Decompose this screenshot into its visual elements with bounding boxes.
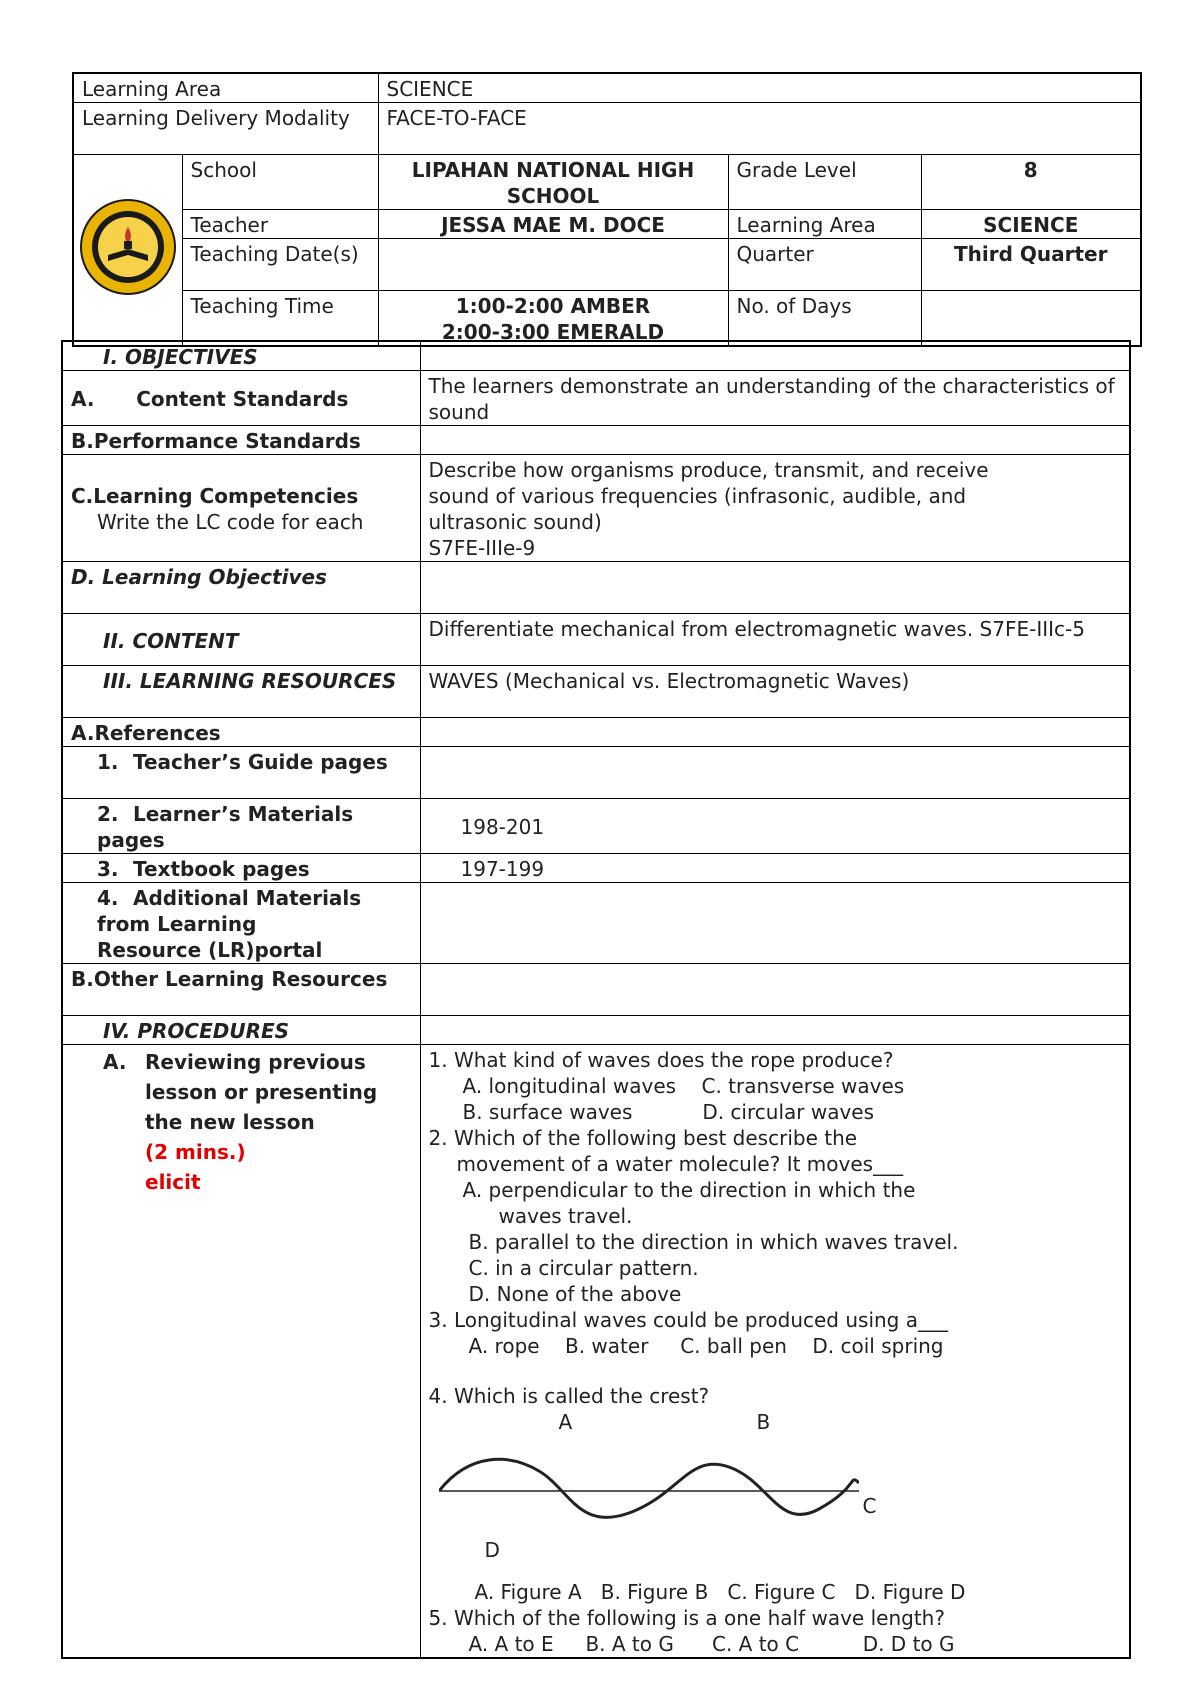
- ref4-value: [420, 883, 1130, 964]
- review-cell: [62, 1045, 420, 1659]
- quiz-q3-options: A. rope B. water C. ball pen D. coil spring: [468, 1334, 944, 1358]
- quarter-value: Third Quarter: [921, 239, 1141, 291]
- wave-curve: [439, 1459, 859, 1517]
- review-label-1: Reviewing previous: [145, 1050, 366, 1074]
- quiz-q2-option-b: B. parallel to the direction in which waves travel.: [468, 1230, 959, 1254]
- time-value-emerald: 2:00-3:00 EMERALD: [441, 320, 665, 344]
- delivery-value: FACE-TO-FACE: [378, 103, 1141, 155]
- ref2-cell: [62, 799, 420, 854]
- quiz-q5: 5. Which of the following is a one half wave length?: [428, 1606, 945, 1630]
- competencies-label: C.Learning Competencies: [71, 484, 359, 508]
- competencies-line-4: S7FE-IIIe-9: [428, 536, 536, 560]
- learning-area-label: Learning Area: [73, 73, 378, 103]
- learning-objectives-value: [420, 562, 1130, 614]
- dates-label: Teaching Date(s): [182, 239, 378, 291]
- references-value: [420, 718, 1130, 747]
- quiz-q2-option-c: C. in a circular pattern.: [468, 1256, 699, 1280]
- quiz-q4-options: A. Figure A B. Figure B C. Figure C D. Figure D: [474, 1580, 966, 1604]
- school-label: School: [182, 155, 378, 210]
- review-label-3: the new lesson: [145, 1110, 315, 1134]
- learning-area-value: SCIENCE: [378, 73, 1141, 103]
- other-resources-value: [420, 964, 1130, 1016]
- quiz-q2-option-a-cont: waves travel.: [498, 1204, 633, 1228]
- quiz-q1-options-a: A. longitudinal waves C. transverse waves: [462, 1074, 905, 1098]
- quiz-q5-options: A. A to E B. A to G C. A to C D. D to G: [468, 1632, 955, 1656]
- performance-standards-label: B.Performance Standards: [62, 426, 420, 455]
- ref1-cell: [62, 747, 420, 799]
- wave-figure: [429, 1409, 1122, 1579]
- ref3-cell: [62, 854, 420, 883]
- quiz-q2-line-2: movement of a water molecule? It moves___: [456, 1152, 904, 1176]
- quarter-label: Quarter: [728, 239, 921, 291]
- wave-label-b: B: [756, 1410, 771, 1434]
- grade-value: 8: [921, 155, 1141, 210]
- learning-objectives-label: D. Learning Objectives: [62, 562, 420, 614]
- content-standards-label: A. Content Standards: [62, 371, 420, 426]
- quiz-q1: 1. What kind of waves does the rope produce?: [428, 1048, 894, 1072]
- ref1-value: [420, 747, 1130, 799]
- ref4-label-2: from Learning: [97, 912, 257, 936]
- quiz-q4: 4. Which is called the crest?: [428, 1384, 710, 1408]
- school-seal-logo: [78, 197, 178, 297]
- ref2-label: Learner’s Materials pages: [97, 802, 354, 852]
- wave-label-a: A: [558, 1410, 573, 1434]
- dates-value: [378, 239, 728, 291]
- content-value: Differentiate mechanical from electromagnetic waves. S7FE-IIIc-5: [420, 614, 1130, 666]
- school-value: LIPAHAN NATIONAL HIGH SCHOOL: [378, 155, 728, 210]
- content-standards-value: The learners demonstrate an understanding of the characteristics of sound: [420, 371, 1130, 426]
- performance-standards-value: [420, 426, 1130, 455]
- teacher-value: JESSA MAE M. DOCE: [378, 210, 728, 239]
- grade-label: Grade Level: [728, 155, 921, 210]
- review-type: elicit: [145, 1170, 201, 1194]
- teacher-label: Teacher: [182, 210, 378, 239]
- competencies-line-1: Describe how organisms produce, transmit, and receive: [428, 458, 989, 482]
- objectives-heading: I. OBJECTIVES: [62, 341, 420, 371]
- resources-value: WAVES (Mechanical vs. Electromagnetic Waves): [420, 666, 1130, 718]
- days-label: No. of Days: [728, 291, 921, 347]
- wave-label-d: D: [484, 1538, 500, 1562]
- procedures-label: IV. PROCEDURES: [62, 1016, 420, 1045]
- ref2-value: 198-201: [420, 799, 1130, 854]
- wave-label-c: C: [862, 1494, 877, 1518]
- lesson-plan-table: [61, 340, 1131, 1659]
- quiz-q2-option-d: D. None of the above: [468, 1282, 682, 1306]
- competencies-line-3: ultrasonic sound): [428, 510, 602, 534]
- logo-cell: [73, 155, 182, 347]
- learning-area2-value: SCIENCE: [921, 210, 1141, 239]
- ref2-num: 2.: [97, 802, 119, 826]
- quiz-q3: 3. Longitudinal waves could be produced using a___: [428, 1308, 948, 1332]
- competencies-cell: [62, 455, 420, 562]
- time-label: Teaching Time: [182, 291, 378, 347]
- competencies-line-2: sound of various frequencies (infrasonic, audible, and: [428, 484, 967, 508]
- competencies-value: [420, 455, 1130, 562]
- delivery-label: Learning Delivery Modality: [73, 103, 378, 155]
- review-label-2: lesson or presenting: [145, 1080, 378, 1104]
- ref4-num: 4.: [97, 886, 119, 910]
- ref4-label-3: Resource (LR)portal: [97, 938, 323, 962]
- learning-area2-label: Learning Area: [728, 210, 921, 239]
- header-table: [72, 72, 1142, 347]
- ref3-value: 197-199: [420, 854, 1130, 883]
- review-letter: A.: [103, 1050, 127, 1074]
- time-value-amber: 1:00-2:00 AMBER: [455, 294, 651, 318]
- resources-label: III. LEARNING RESOURCES: [62, 666, 420, 718]
- quiz-q2-option-a: A. perpendicular to the direction in which the: [462, 1178, 916, 1202]
- ref1-num: 1.: [97, 750, 119, 774]
- quiz-q2-line-1: 2. Which of the following best describe the: [428, 1126, 858, 1150]
- quiz-q1-options-b: B. surface waves D. circular waves: [462, 1100, 875, 1124]
- wave-diagram: [439, 1443, 859, 1533]
- time-value: [378, 291, 728, 347]
- references-label: A.References: [62, 718, 420, 747]
- ref4-cell: [62, 883, 420, 964]
- ref1-label: Teacher’s Guide pages: [133, 750, 388, 774]
- review-time: (2 mins.): [145, 1140, 246, 1164]
- ref3-label: Textbook pages: [133, 857, 310, 881]
- ref3-num: 3.: [97, 857, 119, 881]
- procedures-value: [420, 1016, 1130, 1045]
- objectives-value: [420, 341, 1130, 371]
- ref4-label-1: Additional Materials: [133, 886, 362, 910]
- other-resources-label: B.Other Learning Resources: [62, 964, 420, 1016]
- content-label: II. CONTENT: [62, 614, 420, 666]
- review-quiz: [420, 1045, 1130, 1659]
- days-value: [921, 291, 1141, 347]
- competencies-sub: Write the LC code for each: [97, 510, 364, 534]
